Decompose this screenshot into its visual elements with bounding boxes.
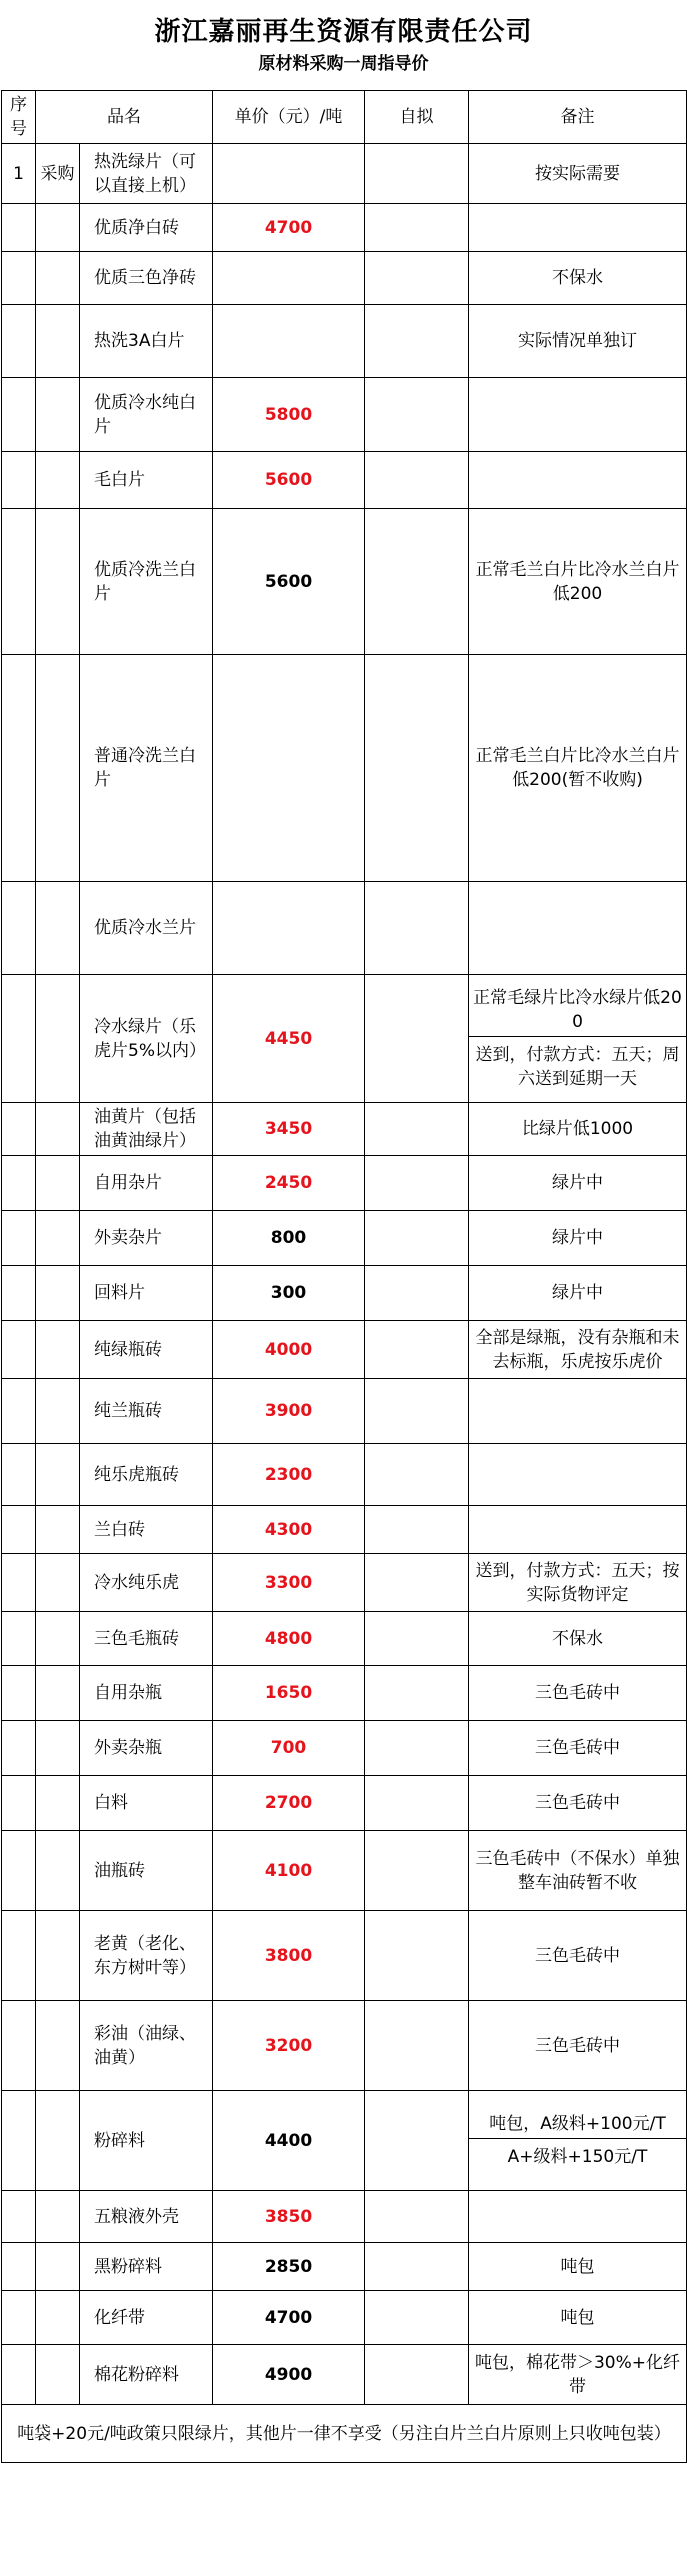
table-row xyxy=(2,1506,687,1554)
product-price xyxy=(213,144,365,204)
product-note: 三色毛砖中 xyxy=(469,1911,687,2001)
product-price: 2300 xyxy=(213,1444,365,1506)
self-price-cell xyxy=(365,204,469,252)
row-category-cell xyxy=(36,1211,80,1266)
product-note xyxy=(469,1379,687,1444)
product-price: 4450 xyxy=(213,975,365,1103)
row-number-cell xyxy=(2,1211,36,1266)
row-number-cell xyxy=(2,1506,36,1554)
row-number-cell xyxy=(2,1612,36,1666)
row-category-cell xyxy=(36,1379,80,1444)
table-row xyxy=(2,378,687,452)
row-number-cell xyxy=(2,975,36,1103)
row-category-cell xyxy=(36,2191,80,2243)
product-note: 吨包，棉花带＞30%+化纤带 xyxy=(469,2345,687,2405)
product-name: 优质冷水兰片 xyxy=(80,882,213,975)
product-name: 优质净白砖 xyxy=(80,204,213,252)
row-category-cell xyxy=(36,1554,80,1612)
table-row xyxy=(2,1211,687,1266)
product-name: 自用杂瓶 xyxy=(80,1666,213,1721)
table-row xyxy=(2,2291,687,2345)
product-note xyxy=(469,1506,687,1554)
self-price-cell xyxy=(365,1211,469,1266)
table-row xyxy=(2,1721,687,1776)
row-category-cell xyxy=(36,1156,80,1211)
row-category-cell xyxy=(36,378,80,452)
row-number-cell xyxy=(2,882,36,975)
table-row xyxy=(2,144,687,204)
product-name: 优质三色净砖 xyxy=(80,252,213,305)
product-note: 全部是绿瓶，没有杂瓶和未去标瓶，乐虎按乐虎价 xyxy=(469,1321,687,1379)
note-part-1: 吨包，A级料+100元/T xyxy=(489,2114,666,2134)
self-price-cell xyxy=(365,1321,469,1379)
self-price-cell xyxy=(365,2345,469,2405)
footer-row xyxy=(2,2405,687,2463)
row-category-cell xyxy=(36,1666,80,1721)
product-note xyxy=(469,882,687,975)
table-row xyxy=(2,2243,687,2291)
product-note xyxy=(469,975,687,1103)
product-note: 三色毛砖中 xyxy=(469,2001,687,2091)
self-price-cell xyxy=(365,975,469,1103)
row-number-cell xyxy=(2,1321,36,1379)
self-price-cell xyxy=(365,1721,469,1776)
table-row xyxy=(2,655,687,882)
row-number-cell xyxy=(2,1156,36,1211)
table-row xyxy=(2,1379,687,1444)
header-note: 备注 xyxy=(469,91,687,144)
self-price-cell xyxy=(365,1776,469,1831)
row-number-cell xyxy=(2,2291,36,2345)
product-price: 1650 xyxy=(213,1666,365,1721)
self-price-cell xyxy=(365,1831,469,1911)
table-row xyxy=(2,1266,687,1321)
self-price-cell xyxy=(365,2001,469,2091)
row-category-cell xyxy=(36,2001,80,2091)
product-note: 三色毛砖中（不保水）单独整车油砖暂不收 xyxy=(469,1831,687,1911)
product-note: 送到，付款方式：五天；按实际货物评定 xyxy=(469,1554,687,1612)
product-note: 吨包 xyxy=(469,2243,687,2291)
row-category-cell xyxy=(36,1321,80,1379)
row-number-cell xyxy=(2,509,36,655)
self-price-cell xyxy=(365,1103,469,1156)
row-category-cell xyxy=(36,1831,80,1911)
table-row xyxy=(2,452,687,509)
product-note: 三色毛砖中 xyxy=(469,1721,687,1776)
row-number-cell xyxy=(2,1379,36,1444)
self-price-cell xyxy=(365,252,469,305)
product-name: 化纤带 xyxy=(80,2291,213,2345)
row-category-cell xyxy=(36,2243,80,2291)
product-note: 不保水 xyxy=(469,1612,687,1666)
self-price-cell xyxy=(365,305,469,378)
product-name: 三色毛瓶砖 xyxy=(80,1612,213,1666)
product-name: 热洗绿片（可以直接上机） xyxy=(80,144,213,204)
note-part-2: A+级料+150元/T xyxy=(469,2138,686,2171)
product-name: 热洗3A白片 xyxy=(80,305,213,378)
table-row xyxy=(2,1444,687,1506)
self-price-cell xyxy=(365,1156,469,1211)
product-price: 2450 xyxy=(213,1156,365,1211)
document-subtitle: 原材料采购一周指导价 xyxy=(258,54,429,74)
product-price: 3200 xyxy=(213,2001,365,2091)
product-name: 自用杂片 xyxy=(80,1156,213,1211)
product-name: 棉花粉碎料 xyxy=(80,2345,213,2405)
row-category: 采购 xyxy=(36,144,80,204)
row-number-cell xyxy=(2,1831,36,1911)
product-name: 黑粉碎料 xyxy=(80,2243,213,2291)
table-row xyxy=(2,1612,687,1666)
row-category-cell xyxy=(36,305,80,378)
product-name: 优质冷洗兰白片 xyxy=(80,509,213,655)
footer-note: 吨袋+20元/吨政策只限绿片，其他片一律不享受（另注白片兰白片原则上只收吨包装） xyxy=(2,2405,687,2463)
row-category-cell xyxy=(36,452,80,509)
product-price: 3850 xyxy=(213,2191,365,2243)
product-name: 五粮液外壳 xyxy=(80,2191,213,2243)
self-price-cell xyxy=(365,1266,469,1321)
self-price-cell xyxy=(365,655,469,882)
row-number-cell xyxy=(2,2191,36,2243)
row-number-cell xyxy=(2,1776,36,1831)
row-category-cell xyxy=(36,204,80,252)
row-number-cell xyxy=(2,1554,36,1612)
self-price-cell xyxy=(365,144,469,204)
product-name: 粉碎料 xyxy=(80,2091,213,2191)
product-name: 外卖杂瓶 xyxy=(80,1721,213,1776)
product-price: 2700 xyxy=(213,1776,365,1831)
product-note: 三色毛砖中 xyxy=(469,1666,687,1721)
row-number-cell xyxy=(2,252,36,305)
product-note: 绿片中 xyxy=(469,1211,687,1266)
price-table xyxy=(1,90,687,2463)
row-category-cell xyxy=(36,2091,80,2191)
product-note xyxy=(469,2191,687,2243)
product-price: 4800 xyxy=(213,1612,365,1666)
row-number-cell xyxy=(2,1666,36,1721)
product-price: 4100 xyxy=(213,1831,365,1911)
product-note: 三色毛砖中 xyxy=(469,1776,687,1831)
row-number: 1 xyxy=(2,144,36,204)
product-note xyxy=(469,378,687,452)
table-row xyxy=(2,1666,687,1721)
self-price-cell xyxy=(365,1506,469,1554)
split-note xyxy=(473,984,682,1093)
self-price-cell xyxy=(365,1379,469,1444)
product-name: 油瓶砖 xyxy=(80,1831,213,1911)
row-number-cell xyxy=(2,1266,36,1321)
row-number-cell xyxy=(2,2345,36,2405)
product-name: 外卖杂片 xyxy=(80,1211,213,1266)
table-header-row xyxy=(2,91,687,144)
table-row xyxy=(2,1156,687,1211)
row-number-cell xyxy=(2,1911,36,2001)
row-category-cell xyxy=(36,975,80,1103)
row-number-cell xyxy=(2,2243,36,2291)
product-price: 3450 xyxy=(213,1103,365,1156)
self-price-cell xyxy=(365,2243,469,2291)
product-note xyxy=(469,452,687,509)
product-name: 兰白砖 xyxy=(80,1506,213,1554)
product-price: 5600 xyxy=(213,509,365,655)
product-name: 老黄（老化、东方树叶等） xyxy=(80,1911,213,2001)
product-name: 彩油（油绿、油黄） xyxy=(80,2001,213,2091)
row-number-cell xyxy=(2,2001,36,2091)
table-row xyxy=(2,1103,687,1156)
self-price-cell xyxy=(365,2291,469,2345)
product-price xyxy=(213,882,365,975)
product-price: 3900 xyxy=(213,1379,365,1444)
table-row xyxy=(2,1831,687,1911)
table-row xyxy=(2,2191,687,2243)
note-part-2: 送到，付款方式：五天；周六送到延期一天 xyxy=(469,1036,686,1093)
product-name: 普通冷洗兰白片 xyxy=(80,655,213,882)
product-note: 绿片中 xyxy=(469,1266,687,1321)
product-note: 按实际需要 xyxy=(469,144,687,204)
product-price: 5800 xyxy=(213,378,365,452)
product-name: 毛白片 xyxy=(80,452,213,509)
product-price: 4400 xyxy=(213,2091,365,2191)
row-category-cell xyxy=(36,1911,80,2001)
product-price: 700 xyxy=(213,1721,365,1776)
table-row xyxy=(2,1554,687,1612)
row-number-cell xyxy=(2,1103,36,1156)
product-note: 吨包 xyxy=(469,2291,687,2345)
product-note: 正常毛兰白片比冷水兰白片低200 xyxy=(469,509,687,655)
row-category-cell xyxy=(36,2291,80,2345)
table-row xyxy=(2,204,687,252)
row-category-cell xyxy=(36,1506,80,1554)
header-self: 自拟 xyxy=(365,91,469,144)
row-category-cell xyxy=(36,1721,80,1776)
self-price-cell xyxy=(365,2091,469,2191)
table-row xyxy=(2,975,687,1103)
note-part-1: 正常毛绿片比冷水绿片低200 xyxy=(473,988,682,1032)
product-name: 油黄片（包括油黄油绿片） xyxy=(80,1103,213,1156)
row-category-cell xyxy=(36,1266,80,1321)
product-note xyxy=(469,2091,687,2191)
row-number-cell xyxy=(2,1721,36,1776)
row-number-cell xyxy=(2,204,36,252)
document-header xyxy=(0,0,687,90)
self-price-cell xyxy=(365,378,469,452)
self-price-cell xyxy=(365,1554,469,1612)
row-number-cell xyxy=(2,2091,36,2191)
product-price: 3300 xyxy=(213,1554,365,1612)
product-note: 比绿片低1000 xyxy=(469,1103,687,1156)
product-price: 4700 xyxy=(213,2291,365,2345)
product-note xyxy=(469,204,687,252)
product-price xyxy=(213,655,365,882)
table-row xyxy=(2,1911,687,2001)
split-note xyxy=(473,2110,682,2171)
product-price xyxy=(213,252,365,305)
row-category-cell xyxy=(36,655,80,882)
row-category-cell xyxy=(36,1103,80,1156)
row-number-cell xyxy=(2,378,36,452)
product-price: 4900 xyxy=(213,2345,365,2405)
table-row xyxy=(2,1321,687,1379)
product-price: 800 xyxy=(213,1211,365,1266)
product-price: 3800 xyxy=(213,1911,365,2001)
table-row xyxy=(2,305,687,378)
table-row xyxy=(2,1776,687,1831)
company-title: 浙江嘉丽再生资源有限责任公司 xyxy=(154,17,533,47)
product-name: 纯绿瓶砖 xyxy=(80,1321,213,1379)
product-price: 4300 xyxy=(213,1506,365,1554)
product-note: 不保水 xyxy=(469,252,687,305)
self-price-cell xyxy=(365,1911,469,2001)
product-name: 回料片 xyxy=(80,1266,213,1321)
self-price-cell xyxy=(365,1666,469,1721)
table-row xyxy=(2,509,687,655)
self-price-cell xyxy=(365,509,469,655)
self-price-cell xyxy=(365,452,469,509)
self-price-cell xyxy=(365,1612,469,1666)
row-category-cell xyxy=(36,252,80,305)
table-row xyxy=(2,2091,687,2191)
product-price: 300 xyxy=(213,1266,365,1321)
table-row xyxy=(2,882,687,975)
row-category-cell xyxy=(36,1444,80,1506)
self-price-cell xyxy=(365,882,469,975)
product-name: 纯兰瓶砖 xyxy=(80,1379,213,1444)
product-price: 4700 xyxy=(213,204,365,252)
product-name: 白料 xyxy=(80,1776,213,1831)
product-price xyxy=(213,305,365,378)
table-row xyxy=(2,2345,687,2405)
header-no: 序号 xyxy=(2,91,36,144)
product-price: 4000 xyxy=(213,1321,365,1379)
row-number-cell xyxy=(2,305,36,378)
row-category-cell xyxy=(36,882,80,975)
row-category-cell xyxy=(36,1612,80,1666)
product-price: 5600 xyxy=(213,452,365,509)
row-category-cell xyxy=(36,1776,80,1831)
table-row xyxy=(2,2001,687,2091)
product-name: 冷水纯乐虎 xyxy=(80,1554,213,1612)
row-number-cell xyxy=(2,1444,36,1506)
header-price: 单价（元）/吨 xyxy=(213,91,365,144)
row-number-cell xyxy=(2,452,36,509)
header-name: 品名 xyxy=(36,91,213,144)
product-note xyxy=(469,1444,687,1506)
row-category-cell xyxy=(36,509,80,655)
self-price-cell xyxy=(365,2191,469,2243)
product-name: 冷水绿片（乐虎片5%以内） xyxy=(80,975,213,1103)
product-note: 实际情况单独订 xyxy=(469,305,687,378)
product-name: 纯乐虎瓶砖 xyxy=(80,1444,213,1506)
product-price: 2850 xyxy=(213,2243,365,2291)
row-category-cell xyxy=(36,2345,80,2405)
product-note: 正常毛兰白片比冷水兰白片低200(暂不收购) xyxy=(469,655,687,882)
row-number-cell xyxy=(2,655,36,882)
product-note: 绿片中 xyxy=(469,1156,687,1211)
product-name: 优质冷水纯白片 xyxy=(80,378,213,452)
table-row xyxy=(2,252,687,305)
self-price-cell xyxy=(365,1444,469,1506)
